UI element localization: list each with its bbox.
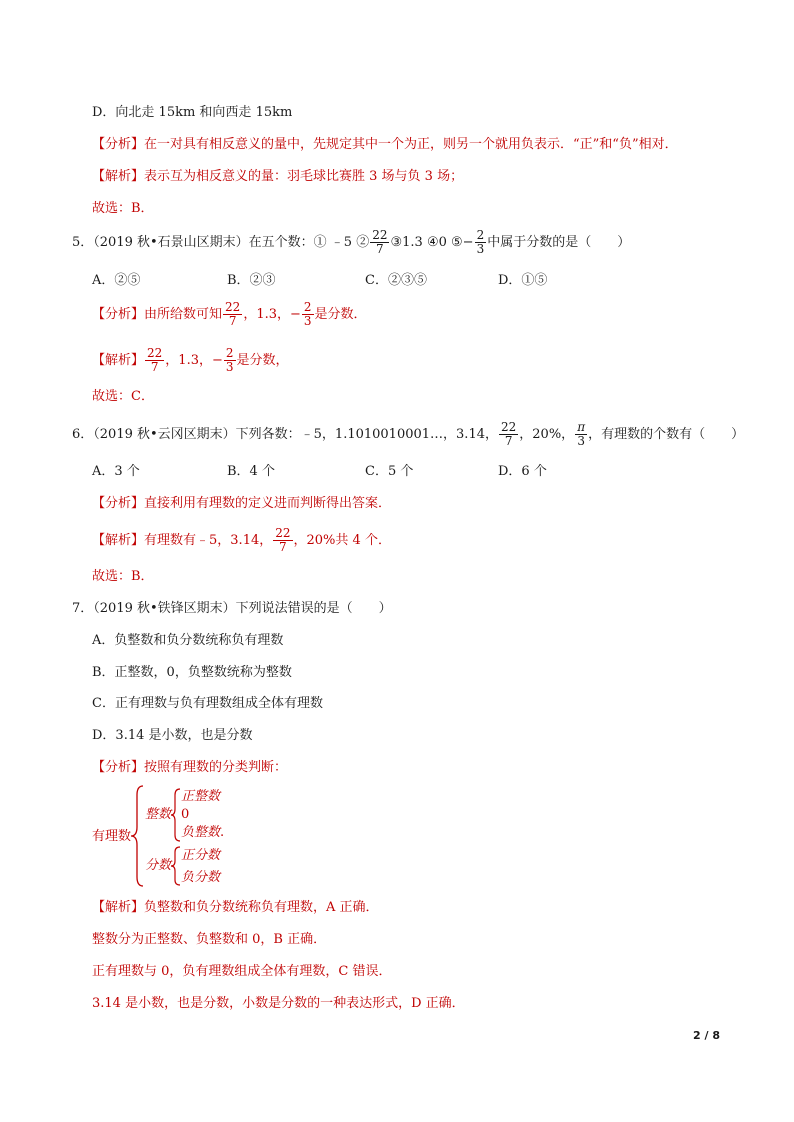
q4-answer: 故选：B． [92,201,154,216]
tree-pos-frac: 正分数 [181,848,221,863]
frac-num: 22 [372,228,388,242]
q5-analysis [92,300,367,330]
q6-fraction-22-7 [499,421,518,448]
q5-stem-part-b: ③1.3 ④0 ⑤ [390,235,463,250]
fraction-22-7 [223,301,242,328]
tree-frac-label: 分数 [145,858,172,873]
analysis-tag: 【分析】 [92,137,145,152]
tree-neg-int-line [181,824,224,842]
fraction-2-3 [224,347,236,374]
frac-den: 7 [376,242,384,256]
analysis-tag: 【分析】 [92,307,145,322]
q6-option-c: C．5 个 [365,464,414,479]
analysis-tag: 【分析】 [92,496,145,511]
tree-neg-frac: 负分数 [181,870,221,885]
q7-solution [92,899,379,917]
solution-tag: 【解析】 [92,169,145,184]
q5-fraction-2-3 [475,229,487,256]
frac-den: 7 [504,434,513,448]
frac-den: 7 [150,360,159,374]
minus-sign: − [211,353,223,368]
q7-option-a: A．负整数和负分数统称负有理数 [92,633,284,648]
q7-option-b: B．正整数，0，负整数统称为整数 [92,665,292,680]
q7-stem: 7．（2019 秋•铁锋区期末）下列说法错误的是（ ） [72,601,392,616]
q7-solution-line-2: 整数分为正整数、负整数和 0，B 正确． [92,932,327,947]
q5-option-c: C．②③⑤ [365,273,427,288]
q6-option-d: D．6 个 [498,464,547,479]
frac-num: 2 [303,300,312,314]
analysis-text: 在一对具有相反意义的量中，先规定其中一个为正，则另一个就用负表示．“正”和“负”相对． [144,137,678,152]
analysis-text: 直接利用有理数的定义进而判断得出答案． [144,496,392,511]
minus-sign: − [290,307,301,322]
analysis-text: 由所给数可知 [144,307,223,322]
solution-text: 是分数， [236,353,289,368]
q6-options [92,463,692,481]
frac-num: 22 [225,300,241,314]
q5-options [92,272,692,290]
tree-int-label: 整数 [145,807,172,822]
q5-option-d: D．①⑤ [498,273,548,288]
fraction-22-7 [145,347,164,374]
q7-solution-line-3: 正有理数与 0，负有理数组成全体有理数，C 错误． [92,964,392,979]
frac-den: 3 [303,314,312,328]
tree-root-label: 有理数 [92,829,132,844]
q7-solution-line-4: 3.14 是小数，也是分数，小数是分数的一种表达形式，D 正确． [92,996,465,1011]
q5-option-a: A．②⑤ [92,273,141,288]
q5-stem-part-c: 中属于分数的是（ ） [487,235,631,250]
q7-option-c: C．正有理数与负有理数组成全体有理数 [92,696,323,711]
q6-option-b: B．4 个 [227,464,275,479]
page-number: 2 / 8 [693,1029,720,1042]
q5-answer: 故选：C． [92,389,154,404]
frac-num: 22 [501,420,517,434]
analysis-tag: 【分析】 [92,760,145,775]
q7-analysis [92,759,287,777]
tree-neg-int: 负整数 [181,825,221,840]
fraction-22-7 [273,527,292,554]
q5-option-b: B．②③ [227,273,276,288]
frac-den: 7 [279,540,287,554]
tree-dot: . [220,825,225,840]
q5-solution [92,346,289,376]
frac-den: 3 [225,360,234,374]
frac-num: 2 [225,346,234,360]
q6-stem-part-c: ，有理数的个数有（ ） [588,427,745,442]
q5-stem-part-a: 5．（2019 秋•石景山区期末）在五个数：① ﹣5 ② [72,235,370,250]
q6-fraction-pi-3 [575,421,587,448]
solution-text: 负整数和负分数统称负有理数，A 正确． [144,900,379,915]
tree-zero: 0 [181,807,190,822]
solution-tag: 【解析】 [92,353,145,368]
q4-solution [92,168,463,186]
q6-stem-part-a: 6．（2019 秋•云冈区期末）下列各数：﹣5，1.1010010001…，3.14， [72,427,498,442]
tree-pos-int: 正整数 [181,789,221,804]
frac-den: 7 [228,314,237,328]
solution-text: ，20%共 4 个． [293,533,391,548]
tree-root-brace [130,785,146,887]
q6-analysis [92,495,391,513]
q6-solution [92,526,391,556]
analysis-text: ，1.3， [243,307,290,322]
analysis-text: 按照有理数的分类判断： [144,760,288,775]
q6-stem [72,420,744,450]
q6-option-a: A．3 个 [92,464,140,479]
solution-text: 有理数有﹣5，3.14， [144,533,273,548]
q4-option-d: D．向北走 15km 和向西走 15km [92,105,293,120]
minus-sign: − [462,235,474,250]
analysis-text: 是分数． [314,307,367,322]
q4-analysis [92,136,678,154]
frac-den: 3 [476,242,485,256]
q7-option-d: D．3.14 是小数，也是分数 [92,728,253,743]
q5-stem [72,229,630,257]
frac-num: 22 [147,346,163,360]
solution-text: ，1.3， [165,353,212,368]
frac-num: π [577,420,586,434]
frac-num: 22 [275,526,291,540]
frac-den: 3 [577,434,585,448]
solution-tag: 【解析】 [92,900,145,915]
q6-stem-part-b: ，20%， [519,427,575,442]
fraction-2-3 [302,301,314,328]
q5-fraction-22-7 [370,229,389,256]
q6-answer: 故选：B． [92,569,154,584]
frac-num: 2 [476,228,485,242]
solution-tag: 【解析】 [92,533,145,548]
solution-text: 表示互为相反意义的量：羽毛球比赛胜 3 场与负 3 场； [144,169,464,184]
